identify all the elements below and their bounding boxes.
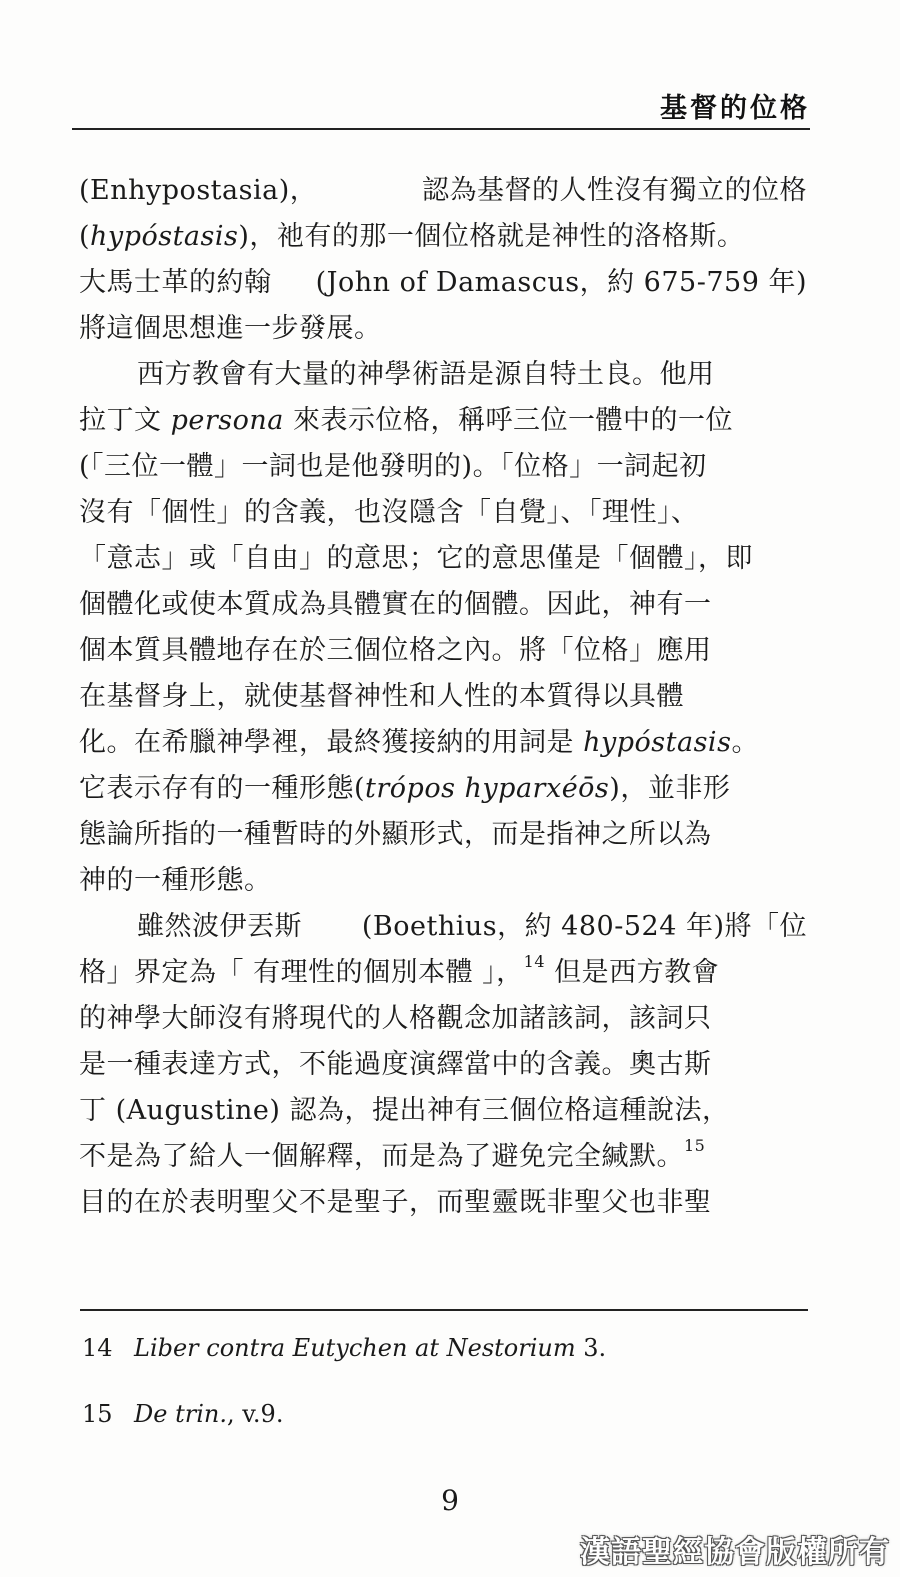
italic-term: hypóstasis bbox=[90, 221, 239, 252]
italic-term: hypóstasis bbox=[583, 727, 732, 758]
page-number: 9 bbox=[441, 1484, 459, 1517]
text-line: 大馬士革的約翰 (John of Damascus，約 675-759 年) bbox=[79, 267, 807, 298]
footnote-14: 14 Liber contra Eutychen at Nestorium 3. bbox=[82, 1334, 607, 1362]
text-line: 個體化或使本質成為具體實在的個體。因此，神有一 bbox=[79, 589, 712, 620]
text-line: 目的在於表明聖父不是聖子，而聖靈既非聖父也非聖 bbox=[79, 1187, 712, 1218]
text-line: 「意志」或「自由」的意思；它的意思僅是「個體」，即 bbox=[79, 543, 753, 574]
text-line: 化。在希臘神學裡，最終獲接納的用詞是 hypóstasis。 bbox=[79, 727, 759, 758]
footnote-number: 14 bbox=[82, 1334, 113, 1362]
footnote-title: De trin. bbox=[134, 1400, 227, 1428]
text-line: (hypóstasis)，祂有的那一個位格就是神性的洛格斯。 bbox=[79, 221, 745, 252]
text-line: 沒有「個性」的含義，也沒隱含「自覺」、「理性」、 bbox=[79, 497, 699, 528]
text-line: (Enhypostasia)， 認為基督的人性沒有獨立的位格 bbox=[79, 175, 807, 206]
text-line: 不是為了給人一個解釋，而是為了避免完全緘默。$^{15}$ bbox=[79, 1136, 706, 1172]
text-line: 丁 (Augustine) 認為，提出神有三個位格這種說法， bbox=[79, 1095, 730, 1126]
footnote-title: Liber contra Eutychen at Nestorium bbox=[134, 1334, 576, 1362]
copyright-watermark: 漢語聖經協會版權所有 bbox=[580, 1535, 890, 1570]
italic-term: trópos hyparxéōs bbox=[365, 773, 610, 804]
text-line: 是一種表達方式，不能過度演繹當中的含義。奧古斯 bbox=[79, 1049, 712, 1080]
text-line: 格」界定為「 有理性的個別本體 」，$^{14}$ 但是西方教會 bbox=[79, 952, 720, 988]
text-line: 神的一種形態。 bbox=[79, 865, 272, 896]
text-line: 將這個思想進一步發展。 bbox=[79, 313, 382, 344]
footnote-number: 15 bbox=[82, 1400, 113, 1428]
text-line: 的神學大師沒有將現代的人格觀念加諸該詞，該詞只 bbox=[79, 1003, 712, 1034]
text-line: 拉丁文 persona 來表示位格，稱呼三位一體中的一位 bbox=[79, 405, 733, 436]
text-line: 它表示存有的一種形態(trópos hyparxéōs)，並非形 bbox=[79, 773, 731, 804]
header-rule bbox=[72, 128, 810, 130]
paragraph-first-line: 西方教會有大量的神學術語是源自特土良。他用 bbox=[137, 359, 715, 390]
footnote-rule bbox=[80, 1309, 808, 1311]
text-line: 態論所指的一種暫時的外顯形式，而是指神之所以為 bbox=[79, 819, 712, 850]
footnote-ref-14[interactable]: 14 bbox=[523, 952, 546, 971]
text-line: 個本質具體地存在於三個位格之內。將「位格」應用 bbox=[79, 635, 712, 666]
italic-term: persona bbox=[170, 405, 284, 436]
body-text bbox=[79, 168, 807, 1226]
text-line: 在基督身上，就使基督神性和人性的本質得以具體 bbox=[79, 681, 684, 712]
text-line: (「三位一體」一詞也是他發明的)。「位格」一詞起初 bbox=[79, 451, 707, 482]
footnote-ref-15[interactable]: 15 bbox=[684, 1136, 706, 1155]
paragraph-first-line: 雖然波伊丟斯 (Boethius，約 480-524 年)將「位 bbox=[137, 911, 807, 942]
running-header: 基督的位格 bbox=[660, 93, 810, 124]
footnote-15: 15 De trin., v.9. bbox=[82, 1400, 284, 1428]
